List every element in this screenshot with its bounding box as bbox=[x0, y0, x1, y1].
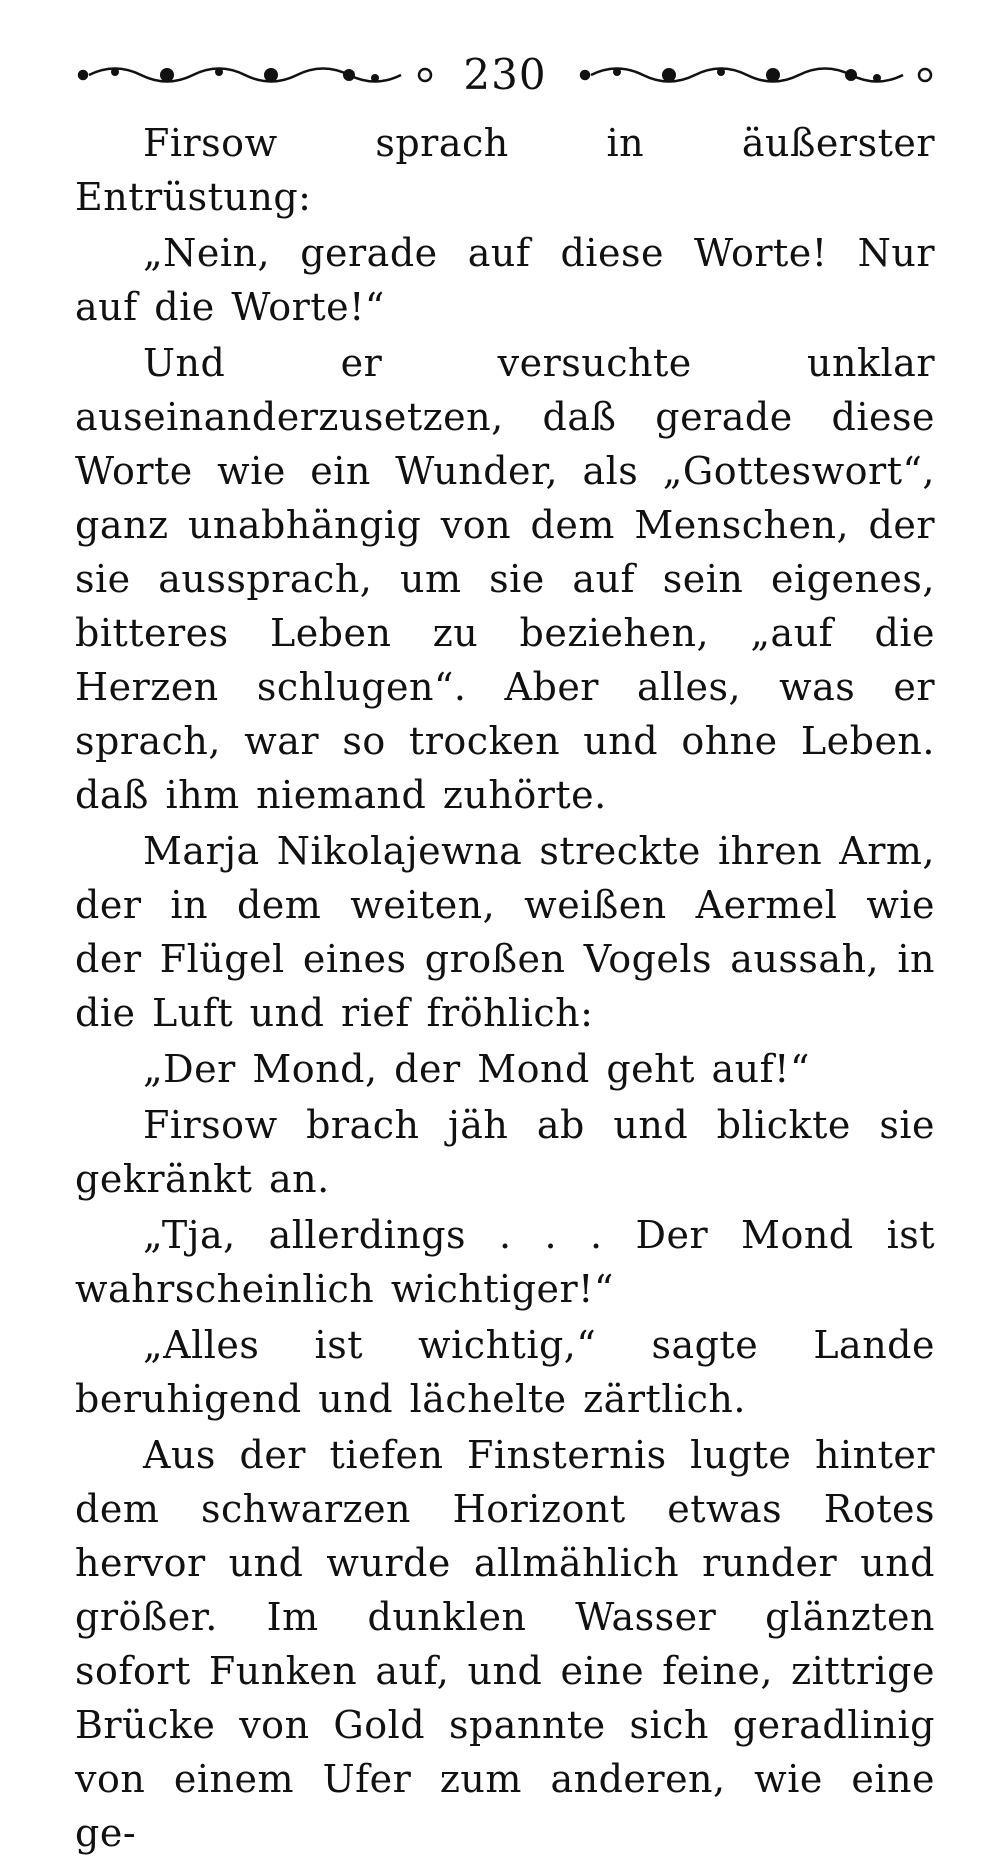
paragraph: Marja Nikolajewna streckte ihren Arm, der in dem weiten, weißen Aermel wie der Flügel eines großen Vogels aussah, in die Luft und rief fröhlich: bbox=[75, 829, 935, 1035]
page-number: 230 bbox=[463, 50, 547, 99]
body-text bbox=[75, 116, 935, 1860]
paragraph: Aus der tiefen Finsternis lugte hinter dem schwarzen Horizont etwas Rotes hervor und wurde allmählich runder und größer. Im dunklen Wasser glänzten sofort Funken auf, und eine feine, zittrige Brücke von Gold spannte sich geradlinig von einem Ufer zum anderen, wie eine ge- bbox=[75, 1433, 935, 1855]
left-ornament-icon bbox=[75, 60, 435, 90]
book-page bbox=[75, 40, 935, 1862]
paragraph: Firsow brach jäh ab und blickte sie gekränkt an. bbox=[75, 1103, 935, 1201]
paragraph: „Tja, allerdings . . . Der Mond ist wahrscheinlich wichtiger!“ bbox=[75, 1213, 935, 1311]
paragraph: Firsow sprach in äußerster Entrüstung: bbox=[75, 121, 935, 219]
page-header bbox=[75, 40, 935, 110]
paragraph: „Der Mond, der Mond geht auf!“ bbox=[143, 1047, 810, 1091]
right-ornament-icon bbox=[575, 60, 935, 90]
paragraph: „Alles ist wichtig,“ sagte Lande beruhigend und lächelte zärtlich. bbox=[75, 1323, 935, 1421]
paragraph: „Nein, gerade auf diese Worte! Nur auf die Worte!“ bbox=[75, 231, 935, 329]
paragraph: Und er versuchte unklar auseinanderzusetzen, daß gerade diese Worte wie ein Wunder, als „Gotteswort“, ganz unabhängig von dem Menschen, der sie aussprach, um sie auf sein eigenes, bitteres Leben zu beziehen, „auf die Herzen schlugen“. Aber alles, was er sprach, war so trocken und ohne Leben. daß ihm niemand zuhörte. bbox=[75, 341, 935, 817]
